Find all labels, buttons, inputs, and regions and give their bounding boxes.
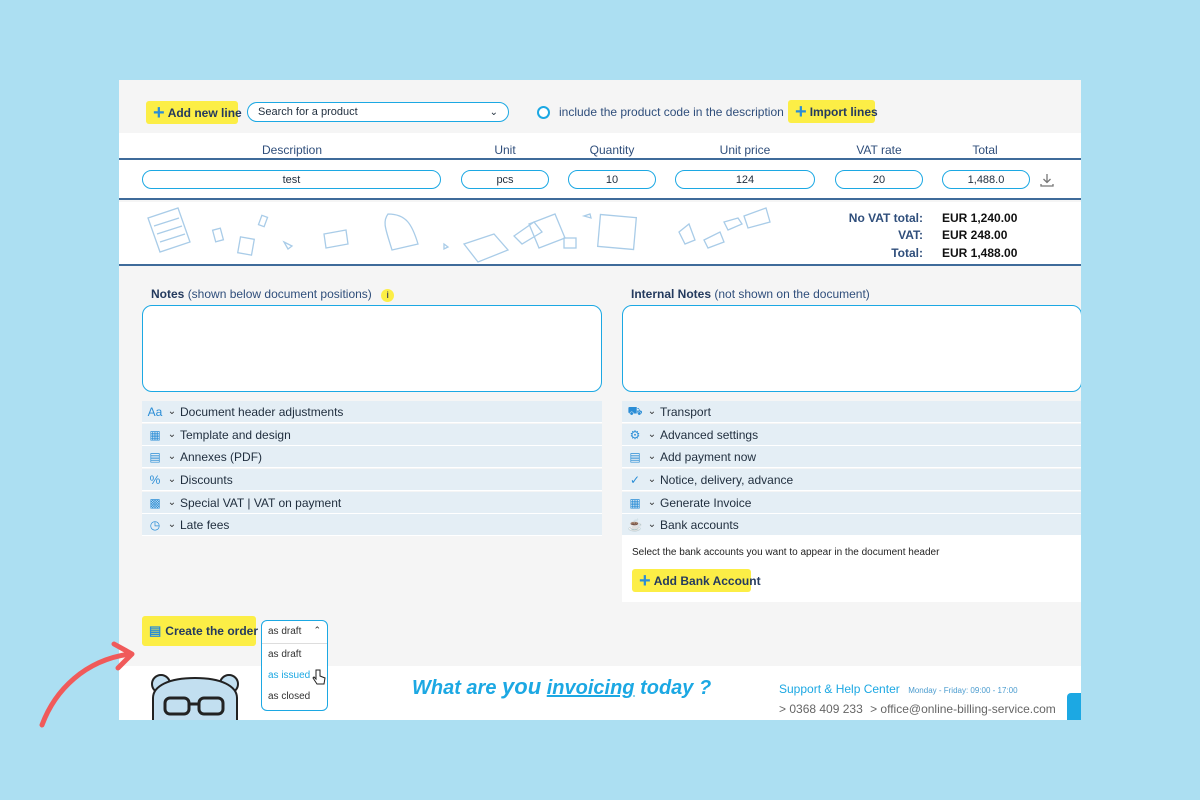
vat-label: VAT: [898, 228, 923, 242]
section-label: Special VAT | VAT on payment [180, 495, 342, 510]
support-title[interactable]: Support & Help Center [779, 682, 900, 696]
import-lines-label: Import lines [809, 104, 878, 119]
header-quantity: Quantity [589, 143, 635, 157]
chevron-down-icon: ⌄ [647, 474, 657, 485]
bank-accounts-panel [622, 536, 1081, 602]
section-label: Notice, delivery, advance [660, 472, 794, 487]
section-notice-delivery[interactable] [622, 469, 1081, 491]
section-generate-invoice[interactable] [622, 492, 1081, 514]
dropdown-selected[interactable]: as draft [268, 626, 302, 637]
chevron-down-icon: ⌄ [647, 429, 657, 440]
chevron-down-icon: ⌄ [167, 519, 177, 530]
chevron-down-icon: ⌄ [647, 519, 657, 530]
option-as-closed[interactable]: as closed [268, 691, 311, 702]
header-unit: Unit [494, 143, 516, 157]
section-bank-accounts[interactable] [622, 514, 1081, 536]
totals-panel [119, 202, 1081, 266]
no-vat-total-value: EUR 1,240.00 [942, 211, 1018, 225]
section-annexes[interactable] [142, 446, 602, 468]
line-table-header [119, 133, 1081, 160]
create-order-button[interactable] [142, 616, 256, 646]
header-total: Total [972, 143, 998, 157]
option-as-draft[interactable]: as draft [268, 649, 302, 660]
section-add-payment[interactable] [622, 446, 1081, 468]
add-new-line-label: Add new line [167, 105, 242, 120]
chevron-down-icon: ⌄ [167, 429, 177, 440]
invoice-icon: ▦ [629, 495, 641, 510]
product-search-select[interactable] [247, 102, 509, 122]
internal-notes-title: Internal Notes [631, 287, 712, 301]
section-transport[interactable] [622, 401, 1081, 423]
download-icon[interactable] [1039, 172, 1055, 188]
email-link[interactable]: > office@online-billing-service.com [870, 702, 1056, 716]
bear-mascot-icon [147, 672, 247, 720]
total-input[interactable]: 1,488.0 [942, 170, 1030, 189]
vat-rate-input[interactable]: 20 [835, 170, 923, 189]
internal-notes-textarea[interactable] [622, 305, 1081, 392]
wrench-icon: ⚙ [629, 427, 641, 442]
add-new-line-button[interactable] [146, 101, 242, 124]
chevron-down-icon: ⌄ [167, 451, 177, 462]
hand-cursor-icon [312, 669, 326, 685]
pdf-icon: ▤ [149, 449, 161, 464]
section-label: Advanced settings [660, 427, 759, 442]
section-label: Template and design [180, 427, 291, 442]
contact-line [779, 702, 1056, 716]
slogan-part: invoicing [546, 677, 635, 699]
section-label: Generate Invoice [660, 495, 752, 510]
phone-link[interactable]: > 0368 409 233 [779, 702, 863, 716]
chevron-down-icon: ⌄ [647, 451, 657, 462]
footer-slogan [412, 674, 711, 700]
header-description: Description [261, 143, 323, 157]
plus-icon: + [639, 569, 651, 592]
add-bank-account-button[interactable] [632, 569, 761, 592]
plus-icon: + [795, 100, 807, 123]
decorative-paper-doodles-icon [144, 204, 794, 266]
section-special-vat[interactable] [142, 492, 602, 514]
chevron-down-icon: ⌄ [167, 474, 177, 485]
chevron-up-icon: ⌃ [313, 625, 321, 635]
calculator-icon: ▩ [149, 495, 161, 510]
section-label: Add payment now [660, 449, 757, 464]
total-label: Total: [891, 246, 923, 260]
import-lines-button[interactable] [788, 100, 878, 123]
section-label: Discounts [180, 472, 233, 487]
info-icon[interactable]: i [381, 289, 394, 302]
create-mode-dropdown[interactable] [261, 620, 328, 711]
unit-input[interactable]: pcs [461, 170, 549, 189]
section-template-design[interactable] [142, 424, 602, 446]
section-label: Late fees [180, 517, 230, 532]
slogan-part: What are [412, 677, 497, 699]
add-bank-account-label: Add Bank Account [653, 573, 761, 588]
section-late-fees[interactable] [142, 514, 602, 536]
section-advanced-settings[interactable] [622, 424, 1081, 446]
include-code-radio[interactable] [537, 106, 550, 119]
truck-icon: ⛟ [627, 403, 643, 418]
section-label: Document header adjustments [180, 404, 344, 419]
slogan-part: today ? [640, 677, 712, 699]
notes-title: Notes [151, 287, 185, 301]
total-value: EUR 1,488.00 [942, 246, 1018, 260]
plus-icon: + [153, 101, 165, 124]
search-placeholder: Search for a product [258, 106, 358, 118]
table-row [119, 160, 1081, 200]
section-label: Transport [660, 404, 711, 419]
include-code-label: include the product code in the description [559, 105, 784, 119]
section-discounts[interactable] [142, 469, 602, 491]
chevron-down-icon: ⌄ [647, 497, 657, 508]
notes-hint: (shown below document positions) [187, 287, 372, 301]
quantity-input[interactable]: 10 [568, 170, 656, 189]
no-vat-total-label: No VAT total: [848, 211, 923, 225]
internal-notes-label [631, 287, 870, 301]
discount-icon: % [149, 472, 161, 487]
option-as-issued[interactable]: as issued [268, 670, 311, 681]
description-input[interactable]: test [142, 170, 441, 189]
section-label: Bank accounts [660, 517, 739, 532]
create-order-label: Create the order [165, 624, 258, 638]
support-hours: Monday - Friday: 09:00 - 17:00 [908, 686, 1018, 695]
header-unit-price: Unit price [719, 143, 771, 157]
bank-hand-icon: ☕ [627, 517, 643, 532]
font-size-icon: Aa [147, 404, 163, 419]
document-icon: ▤ [149, 623, 162, 638]
toolbar [119, 80, 1081, 133]
template-icon: ▦ [149, 427, 161, 442]
pointer-arrow-icon [30, 640, 140, 730]
chevron-down-icon: ⌄ [489, 106, 498, 118]
header-vat-rate: VAT rate [856, 143, 902, 157]
support-block [779, 680, 1018, 698]
notes-textarea[interactable] [142, 305, 602, 392]
payment-icon: ▤ [629, 449, 641, 464]
bank-accounts-hint: Select the bank accounts you want to appear in the document header [632, 547, 940, 558]
alarm-clock-icon: ◷ [149, 517, 161, 532]
notes-label [151, 287, 394, 302]
section-label: Annexes (PDF) [180, 449, 263, 464]
vat-value: EUR 248.00 [942, 228, 1008, 242]
chevron-down-icon: ⌄ [167, 406, 177, 417]
section-document-header[interactable] [142, 401, 602, 423]
internal-notes-hint: (not shown on the document) [714, 287, 870, 301]
slogan-part: you [502, 674, 542, 699]
chevron-down-icon: ⌄ [647, 406, 657, 417]
checkmark-pen-icon: ✓ [629, 472, 641, 487]
unit-price-input[interactable]: 124 [675, 170, 815, 189]
chevron-down-icon: ⌄ [167, 497, 177, 508]
chat-button[interactable] [1067, 693, 1081, 720]
